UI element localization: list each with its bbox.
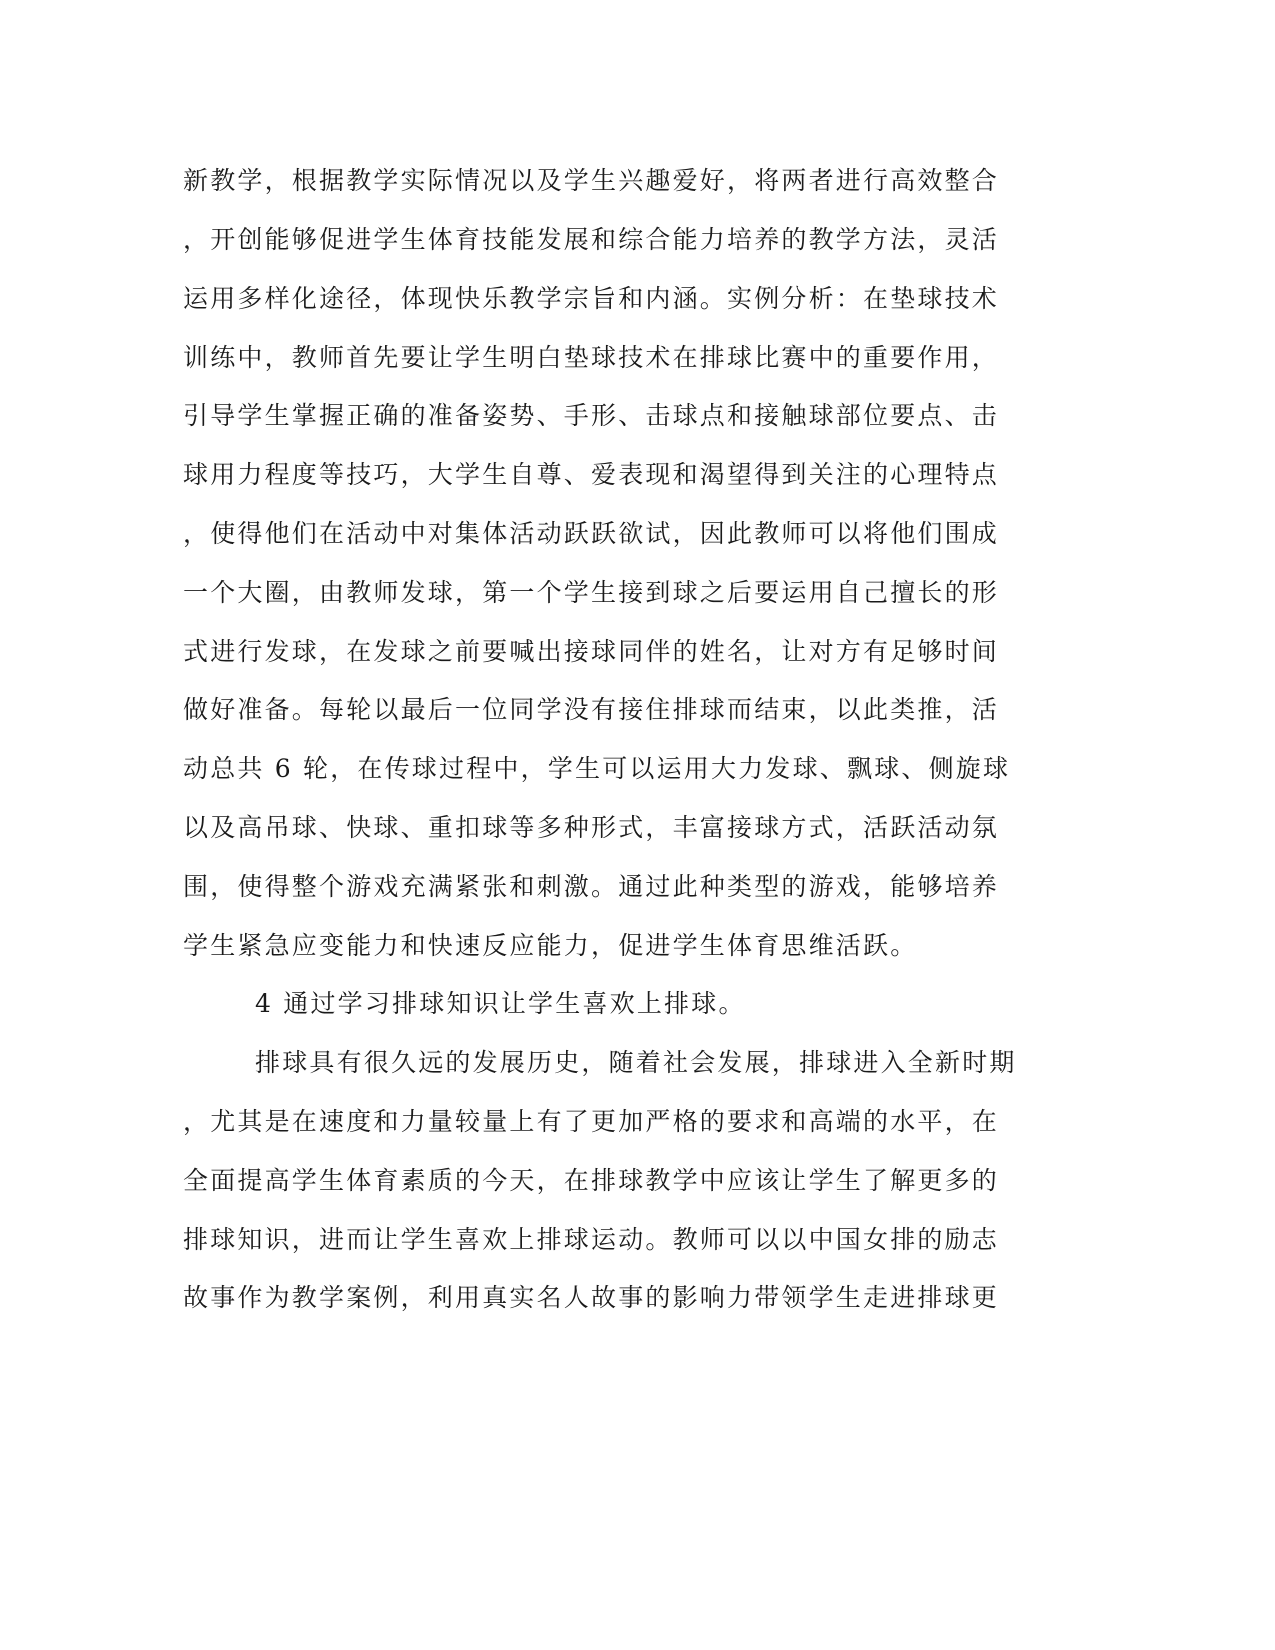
paragraph-line: 运用多样化途径，体现快乐教学宗旨和内涵。实例分析：在垫球技术 <box>183 284 1000 313</box>
paragraph-line: 排球知识，进而让学生喜欢上排球运动。教师可以以中国女排的励志 <box>183 1225 1000 1254</box>
paragraph-line: 训练中，教师首先要让学生明白垫球技术在排球比赛中的重要作用， <box>183 343 1000 372</box>
paragraph-line: ，使得他们在活动中对集体活动跃跃欲试，因此教师可以将他们围成 <box>183 519 1000 548</box>
paragraph-line: 新教学，根据教学实际情况以及学生兴趣爱好，将两者进行高效整合 <box>183 166 1000 195</box>
paragraph-line: ，开创能够促进学生体育技能发展和综合能力培养的教学方法，灵活 <box>183 225 1000 254</box>
paragraph-line: 以及高吊球、快球、重扣球等多种形式，丰富接球方式，活跃活动氛 <box>183 813 1000 842</box>
paragraph-line: 故事作为教学案例，利用真实名人故事的影响力带领学生走进排球更 <box>183 1283 1000 1312</box>
paragraph-line: 全面提高学生体育素质的今天，在排球教学中应该让学生了解更多的 <box>183 1166 1000 1195</box>
paragraph-line: 引导学生掌握正确的准备姿势、手形、击球点和接触球部位要点、击 <box>183 401 1000 430</box>
paragraph-line: 一个大圈，由教师发球，第一个学生接到球之后要运用自己擅长的形 <box>183 578 1000 607</box>
paragraph-line: 做好准备。每轮以最后一位同学没有接住排球而结束，以此类推，活 <box>183 695 1000 724</box>
paragraph-line: 围，使得整个游戏充满紧张和刺激。通过此种类型的游戏，能够培养 <box>183 872 1000 901</box>
paragraph-line: 球用力程度等技巧，大学生自尊、爱表现和渴望得到关注的心理特点 <box>183 460 1000 489</box>
section-heading: 4 通过学习排球知识让学生喜欢上排球。 <box>255 989 746 1018</box>
paragraph-line: 式进行发球，在发球之前要喊出接球同伴的姓名，让对方有足够时间 <box>183 637 1000 666</box>
paragraph-line: 动总共 6 轮，在传球过程中，学生可以运用大力发球、飘球、侧旋球 <box>183 754 1011 783</box>
paragraph-line: 学生紧急应变能力和快速反应能力，促进学生体育思维活跃。 <box>183 931 918 960</box>
paragraph-line: 排球具有很久远的发展历史，随着社会发展，排球进入全新时期 <box>255 1048 1017 1077</box>
paragraph-line: ，尤其是在速度和力量较量上有了更加严格的要求和高端的水平，在 <box>183 1107 1000 1136</box>
